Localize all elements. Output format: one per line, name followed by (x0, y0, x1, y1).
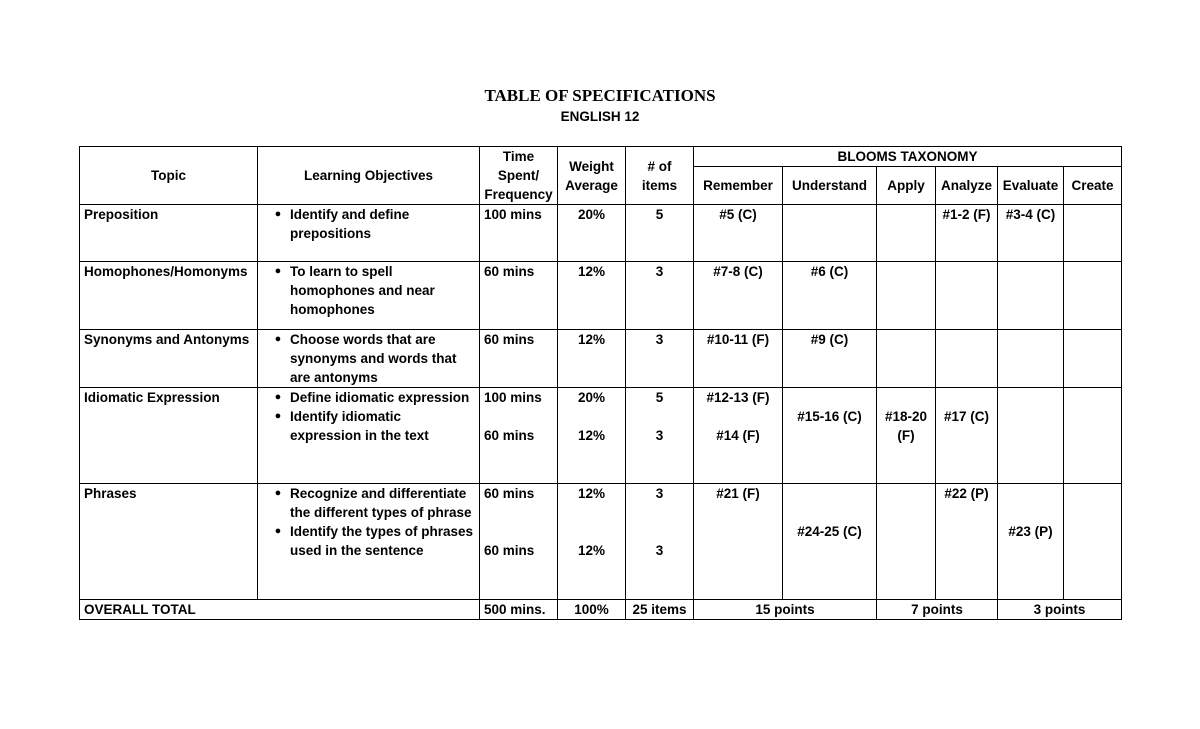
weight-cell (558, 388, 626, 484)
time-value: 100 mins (484, 390, 542, 405)
topic-cell: Synonyms and Antonyms (80, 330, 258, 388)
table-row (80, 484, 1122, 600)
table-row (80, 330, 1122, 388)
analyze-cell (936, 262, 998, 330)
header-blooms-taxonomy: BLOOMS TAXONOMY (694, 147, 1122, 167)
time-value: 60 mins (484, 428, 535, 443)
objective-bullet (266, 484, 475, 522)
bullet-icon: ● (274, 265, 282, 277)
evaluate-cell (998, 262, 1064, 330)
bullet-icon: ● (274, 525, 282, 537)
analyze-cell (936, 388, 998, 484)
header-learning-objectives: Learning Objectives (258, 147, 480, 205)
time-cell (480, 388, 558, 484)
weight-cell (558, 330, 626, 388)
bullet-icon: ● (274, 391, 282, 403)
understand-value: #15-16 (C) (797, 409, 862, 424)
items-cell (626, 262, 694, 330)
understand-value: #6 (C) (810, 264, 849, 279)
header-analyze: Analyze (936, 167, 998, 205)
objectives-cell (258, 205, 480, 262)
header-remember: Remember (694, 167, 783, 205)
items-cell (626, 388, 694, 484)
evaluate-value: #23 (P) (1008, 524, 1053, 539)
apply-value: #18-20 (F) (884, 409, 928, 443)
bullet-icon: ● (274, 410, 282, 422)
analyze-value: #1-2 (F) (942, 207, 991, 222)
objective-bullet (266, 205, 475, 243)
items-value: 3 (655, 428, 664, 443)
objective-bullet (266, 407, 475, 445)
time-value: 60 mins (484, 332, 535, 347)
header-create: Create (1064, 167, 1122, 205)
overall-total-row (80, 600, 1122, 620)
weight-cell (558, 205, 626, 262)
weight-value: 12% (577, 332, 606, 347)
header-evaluate: Evaluate (998, 167, 1064, 205)
items-value: 3 (655, 332, 664, 347)
time-cell (480, 205, 558, 262)
items-cell (626, 330, 694, 388)
document-title: TABLE OF SPECIFICATIONS (484, 86, 716, 105)
analyze-cell (936, 205, 998, 262)
header-apply: Apply (877, 167, 936, 205)
remember-cell (694, 484, 783, 600)
remember-value: #14 (F) (716, 428, 760, 443)
understand-cell (783, 484, 877, 600)
total-items: 25 items (626, 600, 694, 620)
objectives-cell (258, 262, 480, 330)
weight-cell (558, 262, 626, 330)
analyze-cell (936, 484, 998, 600)
apply-cell (877, 484, 936, 600)
objective-text: Identify idiomatic expression in the text (290, 409, 429, 443)
remember-cell (694, 205, 783, 262)
objective-bullet (266, 330, 475, 387)
table-row (80, 388, 1122, 484)
bullet-icon: ● (274, 487, 282, 499)
remember-value: #7-8 (C) (713, 264, 763, 279)
remember-value: #10-11 (F) (706, 332, 770, 347)
weight-value: 12% (577, 428, 606, 443)
analyze-value: #17 (C) (943, 409, 989, 424)
time-cell (480, 484, 558, 600)
items-value: 3 (655, 543, 664, 558)
total-apply-analyze: 7 points (877, 600, 998, 620)
header-understand: Understand (783, 167, 877, 205)
bullet-icon: ● (274, 333, 282, 345)
weight-value: 12% (577, 264, 606, 279)
weight-value: 20% (577, 207, 606, 222)
header-number-of-items: # of items (626, 147, 694, 205)
apply-cell (877, 388, 936, 484)
items-cell (626, 205, 694, 262)
total-remember-understand: 15 points (694, 600, 877, 620)
total-evaluate-create: 3 points (998, 600, 1122, 620)
items-value: 3 (655, 486, 664, 501)
objective-bullet (266, 262, 475, 319)
weight-cell (558, 484, 626, 600)
remember-value: #5 (C) (719, 207, 757, 222)
understand-cell (783, 262, 877, 330)
topic-cell: Phrases (80, 484, 258, 600)
total-label: OVERALL TOTAL (80, 600, 480, 620)
document-subtitle: ENGLISH 12 (560, 109, 640, 124)
weight-value: 12% (577, 486, 606, 501)
remember-value: #21 (F) (716, 486, 760, 501)
objectives-cell (258, 388, 480, 484)
understand-cell (783, 388, 877, 484)
header-topic: Topic (80, 147, 258, 205)
time-value: 60 mins (484, 264, 535, 279)
evaluate-cell (998, 330, 1064, 388)
remember-cell (694, 330, 783, 388)
evaluate-cell (998, 388, 1064, 484)
create-cell (1064, 484, 1122, 600)
create-cell (1064, 330, 1122, 388)
understand-value: #9 (C) (810, 332, 849, 347)
objectives-cell (258, 330, 480, 388)
remember-cell (694, 388, 783, 484)
objective-text: Identify the types of phrases used in the sentence (290, 524, 474, 558)
objective-text: Define idiomatic expression (290, 390, 470, 405)
objective-bullet (266, 522, 475, 560)
total-time: 500 mins. (480, 600, 558, 620)
topic-cell: Preposition (80, 205, 258, 262)
apply-cell (877, 262, 936, 330)
understand-cell (783, 205, 877, 262)
objectives-cell (258, 484, 480, 600)
bullet-icon: ● (274, 208, 282, 220)
time-value: 60 mins (484, 486, 535, 501)
objective-text: Identify and define prepositions (290, 207, 410, 241)
items-value: 5 (655, 390, 664, 405)
total-weight: 100% (558, 600, 626, 620)
analyze-cell (936, 330, 998, 388)
topic-cell: Homophones/Homonyms (80, 262, 258, 330)
specifications-table (79, 146, 1122, 620)
items-value: 5 (655, 207, 664, 222)
evaluate-cell (998, 484, 1064, 600)
create-cell (1064, 205, 1122, 262)
time-value: 100 mins (484, 207, 542, 222)
analyze-value: #22 (P) (944, 486, 989, 501)
time-value: 60 mins (484, 543, 535, 558)
table-row (80, 205, 1122, 262)
evaluate-value: #3-4 (C) (1005, 207, 1056, 222)
objective-text: Choose words that are synonyms and words that are antonyms (290, 332, 457, 385)
header-weight-average: Weight Average (558, 147, 626, 205)
apply-cell (877, 330, 936, 388)
objective-text: To learn to spell homophones and near homophones (290, 264, 435, 317)
header-time-spent: Time Spent/ Frequency (480, 147, 558, 205)
topic-cell: Idiomatic Expression (80, 388, 258, 484)
weight-value: 12% (577, 543, 606, 558)
evaluate-cell (998, 205, 1064, 262)
create-cell (1064, 388, 1122, 484)
items-value: 3 (655, 264, 664, 279)
objective-text: Recognize and differentiate the different types of phrase (290, 486, 472, 520)
apply-cell (877, 205, 936, 262)
items-cell (626, 484, 694, 600)
understand-value: #24-25 (C) (797, 524, 862, 539)
remember-cell (694, 262, 783, 330)
weight-value: 20% (577, 390, 606, 405)
understand-cell (783, 330, 877, 388)
time-cell (480, 262, 558, 330)
time-cell (480, 330, 558, 388)
table-row (80, 262, 1122, 330)
create-cell (1064, 262, 1122, 330)
objective-bullet (266, 388, 475, 407)
remember-value: #12-13 (F) (706, 390, 770, 405)
